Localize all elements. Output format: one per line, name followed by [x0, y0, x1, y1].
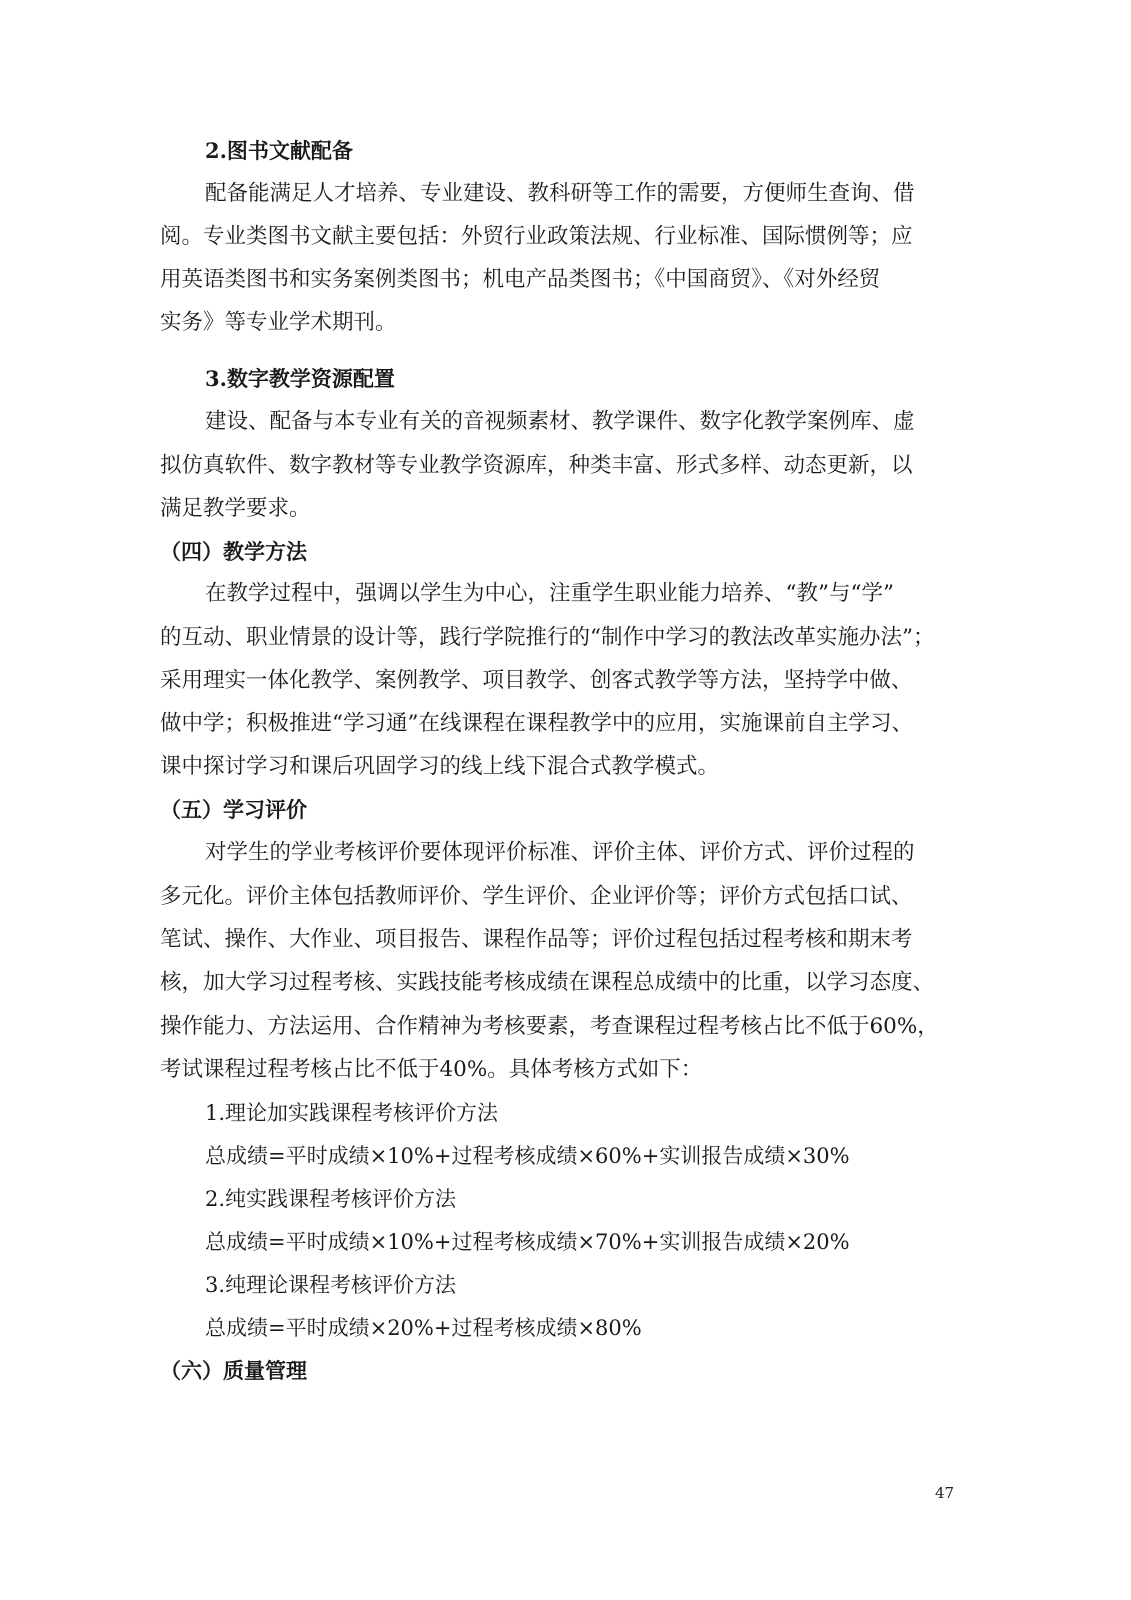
paragraph-line: 做中学；积极推进“学习通”在线课程在课程教学中的应用，实施课前自主学习、: [160, 711, 913, 736]
paragraph-line: 对学生的学业考核评价要体现评价标准、评价主体、评价方式、评价过程的: [205, 840, 915, 865]
paragraph-line: 采用理实一体化教学、案例教学、项目教学、创客式教学等方法，坚持学中做、: [160, 668, 913, 693]
paragraph-line: 多元化。评价主体包括教师评价、学生评价、企业评价等；评价方式包括口试、: [160, 884, 913, 909]
paragraph-line: 核，加大学习过程考核、实践技能考核成绩在课程总成绩中的比重，以学习态度、: [160, 970, 935, 995]
section-heading-learning-evaluation: （五）学习评价: [160, 798, 307, 822]
paragraph-line: 课中探讨学习和课后巩固学习的线上线下混合式教学模式。: [160, 754, 720, 779]
paragraph-line: 配备能满足人才培养、专业建设、教科研等工作的需要，方便师生查询、借: [205, 181, 915, 206]
paragraph-line: 操作能力、方法运用、合作精神为考核要素，考查课程过程考核占比不低于60%，: [160, 1014, 939, 1039]
method-title-pure-theory: 3.纯理论课程考核评价方法: [205, 1273, 457, 1297]
paragraph-line: 阅。专业类图书文献主要包括：外贸行业政策法规、行业标准、国际惯例等；应: [160, 224, 913, 249]
formula-pure-theory: 总成绩=平时成绩×20%+过程考核成绩×80%: [205, 1316, 642, 1340]
paragraph-line: 建设、配备与本专业有关的音视频素材、教学课件、数字化教学案例库、虚: [205, 409, 915, 434]
paragraph-line: 在教学过程中，强调以学生为中心，注重学生职业能力培养、“教”与“学”: [205, 581, 894, 606]
sub-heading-library: 2.图书文献配备: [205, 138, 353, 163]
paragraph-line: 拟仿真软件、数字教材等专业教学资源库，种类丰富、形式多样、动态更新，以: [160, 453, 913, 478]
formula-pure-practice: 总成绩=平时成绩×10%+过程考核成绩×70%+实训报告成绩×20%: [205, 1230, 850, 1254]
formula-theory-practice: 总成绩=平时成绩×10%+过程考核成绩×60%+实训报告成绩×30%: [205, 1144, 850, 1168]
paragraph-line: 满足教学要求。: [160, 496, 311, 521]
method-title-pure-practice: 2.纯实践课程考核评价方法: [205, 1187, 457, 1211]
paragraph-line: 考试课程过程考核占比不低于40%。具体考核方式如下：: [160, 1057, 703, 1082]
paragraph-line: 实务》等专业学术期刊。: [160, 310, 397, 335]
paragraph-line: 用英语类图书和实务案例类图书；机电产品类图书；《中国商贸》、《对外经贸: [160, 267, 881, 292]
section-heading-quality-management: （六）质量管理: [160, 1359, 307, 1383]
section-heading-teaching-methods: （四）教学方法: [160, 540, 307, 564]
method-title-theory-practice: 1.理论加实践课程考核评价方法: [205, 1101, 499, 1125]
page-number: 47: [935, 1484, 955, 1502]
paragraph-line: 的互动、职业情景的设计等，践行学院推行的“制作中学习的教法改革实施办法”；: [160, 625, 935, 650]
paragraph-line: 笔试、操作、大作业、项目报告、课程作品等；评价过程包括过程考核和期末考: [160, 927, 913, 952]
sub-heading-digital-resources: 3.数字教学资源配置: [205, 366, 395, 391]
